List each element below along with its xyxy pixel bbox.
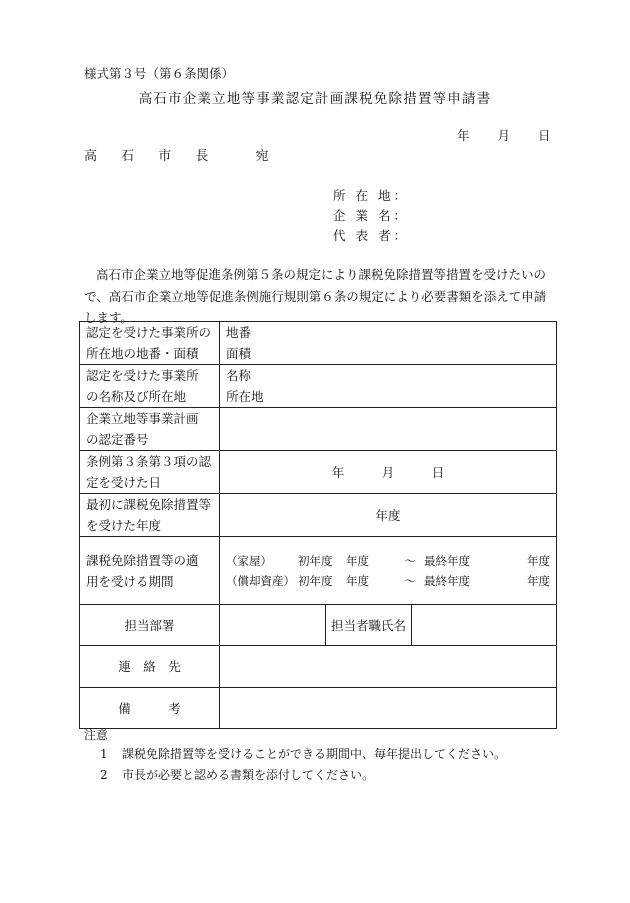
lot-area-field[interactable]: 地番 面積 [220,322,557,365]
name-address-field[interactable]: 名称 所在地 [220,365,557,408]
table-row [80,688,557,729]
note-item: 1 課税免除措置等を受けることができる期間中、毎年提出してください。 [100,747,507,761]
dept-label: 担当部署 [80,605,220,646]
application-table [79,321,557,729]
dept-field[interactable] [220,605,326,646]
form-label: 様式第３号（第６条関係） [84,66,235,81]
row-label: 課税免除措置等の適 用を受ける期間 [80,537,220,605]
approval-date-field[interactable]: 年 月 日 [220,451,557,494]
table-row [80,605,557,646]
remarks-field[interactable] [220,688,557,729]
date-line [457,126,551,144]
officer-field[interactable] [412,605,557,646]
table-row [80,494,557,537]
page-title: 高石市企業立地等事業認定計画課税免除措置等申請書 [138,91,492,107]
row-label: 認定を受けた事業所 の名称及び所在地 [80,365,220,408]
contact-label: 連 絡 先 [80,646,220,688]
contact-field[interactable] [220,646,557,688]
company-label: 企 業 名： [333,208,409,223]
address-label: 所 在 地： [333,188,409,203]
first-year-field[interactable]: 年度 [220,494,557,537]
row-label: 最初に課税免除措置等 を受けた年度 [80,494,220,537]
table-row [80,365,557,408]
table-row [80,408,557,451]
table-row [80,537,557,605]
row-label: 条例第３条第３項の認 定を受けた日 [80,451,220,494]
notes-heading: 注意 [84,728,109,742]
approval-number-field[interactable] [220,408,557,451]
period-row-building: （家屋） 初年度 年度 ～ 最終年度 年度 [226,553,550,568]
addressee: 高 石 市 長 宛 [84,149,279,164]
note-item: 2 市長が必要と認める書類を添付してください。 [100,768,375,782]
period-row-assets: （償却資産） 初年度 年度 ～ 最終年度 年度 [226,573,550,588]
date-year: 年 [457,128,470,143]
intro-paragraph: 高石市企業立地等促進条例第５条の規定により課税免除措置等措置を受けたいので、高石市企業立地等促進条例施行規則第６条の規定により必要書類を添えて申請します。 [84,267,547,325]
row-label: 認定を受けた事業所の 所在地の地番・面積 [80,322,220,365]
date-day: 日 [538,128,551,143]
date-month: 月 [497,128,511,143]
table-row [80,451,557,494]
remarks-label: 備 考 [80,688,220,729]
table-row [80,646,557,688]
row-label: 企業立地等事業計画 の認定番号 [80,408,220,451]
representative-label: 代 表 者： [333,228,409,243]
table-row [80,322,557,365]
period-field[interactable] [220,537,557,605]
officer-label: 担当者職氏名 [326,605,412,646]
